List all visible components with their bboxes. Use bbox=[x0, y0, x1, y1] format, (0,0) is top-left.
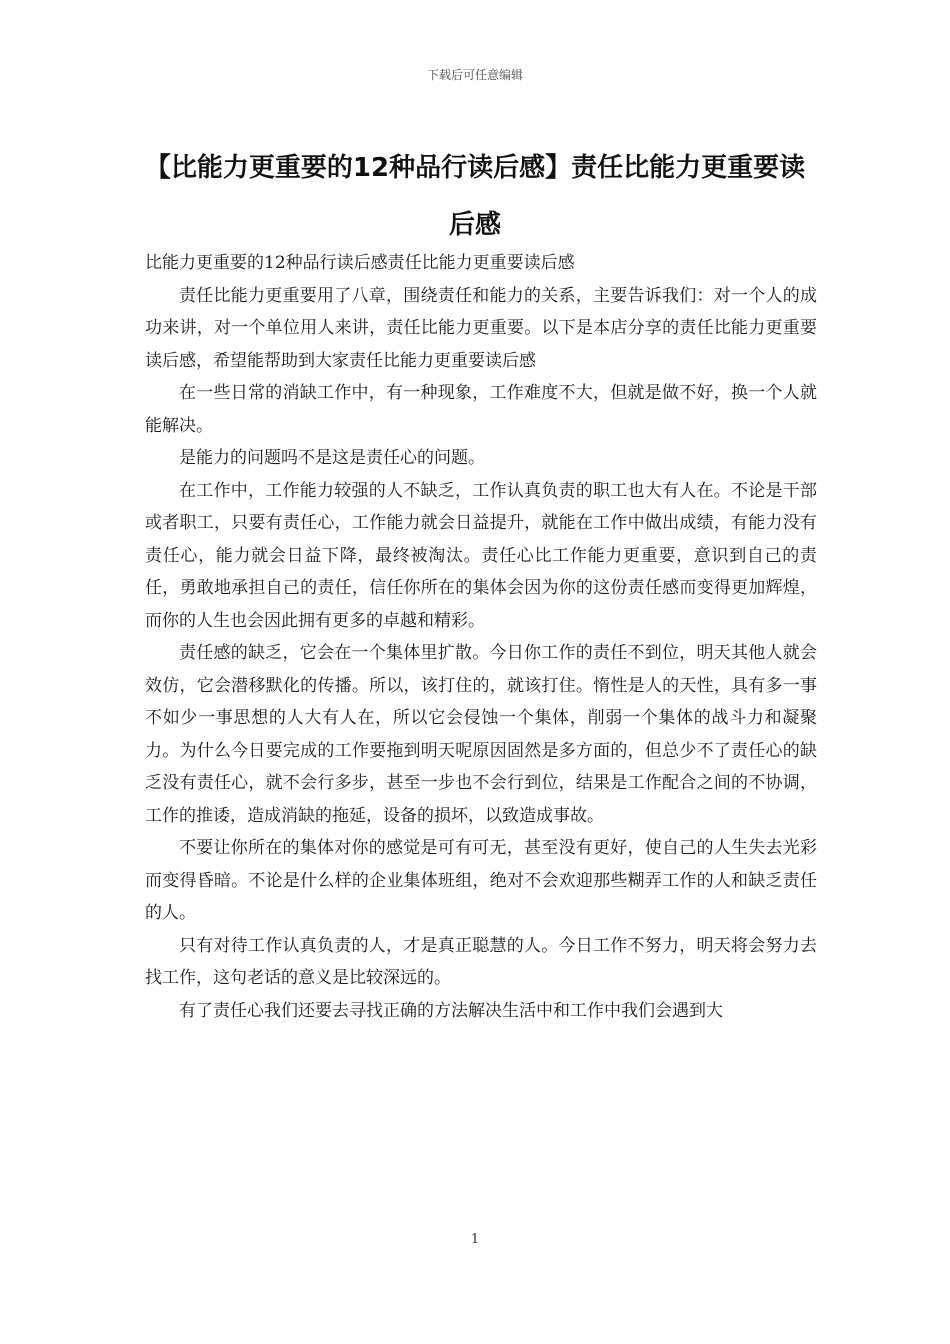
body-paragraph: 有了责任心我们还要去寻找正确的方法解决生活中和工作中我们会遇到大 bbox=[179, 1000, 723, 1021]
body-paragraph: 责任感的缺乏，它会在一个集体里扩散。今日你工作的责任不到位，明天其他人就会效仿，它会潜移默化的传播。所以，该打住的，就该打住。惰性是人的天性，具有多一事不如少一事思想的人大有人在，所以它会侵蚀一个集体，削弱一个集体的战斗力和凝聚力。为什么今日要完成的工作要拖到明天呢原因固然是多方面的，但总少不了责任心的缺乏没有责任心，就不会行多步，甚至一步也不会行到位，结果是工作配合之间的不协调，工作的推诿，造成消缺的拖延，设备的损坏，以致造成事故。 bbox=[145, 643, 817, 826]
body-paragraph: 责任比能力更重要用了八章，围绕责任和能力的关系，主要告诉我们：对一个人的成功来讲，对一个单位用人来讲，责任比能力更重要。以下是本店分享的责任比能力更重要读后感，希望能帮助到大家责任比能力更重要读后感 bbox=[145, 285, 817, 371]
body-paragraph: 只有对待工作认真负责的人，才是真正聪慧的人。今日工作不努力，明天将会努力去找工作，这句老话的意义是比较深远的。 bbox=[145, 935, 817, 988]
page-header: 下载后可任意编辑 bbox=[426, 68, 523, 82]
body-paragraph: 是能力的问题吗不是这是责任心的问题。 bbox=[179, 448, 485, 468]
body-paragraph: 在一些日常的消缺工作中，有一种现象，工作难度不大，但就是做不好，换一个人就能解决。 bbox=[145, 383, 817, 436]
page-number: 1 bbox=[470, 1232, 480, 1247]
body-paragraph: 在工作中，工作能力较强的人不缺乏，工作认真负责的职工也大有人在。不论是干部或者职工，只要有责任心，工作能力就会日益提升，就能在工作中做出成绩，有能力没有责任心，能力就会日益下降，最终被淘汰。责任心比工作能力更重要，意识到自己的责任，勇敢地承担自己的责任，信任你所在的集体会因为你的这份责任感而变得更加辉煌，而你的人生也会因此拥有更多的卓越和精彩。 bbox=[145, 480, 817, 631]
lead-paragraph: 比能力更重要的12种品行读后感责任比能力更重要读后感 bbox=[145, 253, 575, 273]
body-paragraph: 不要让你所在的集体对你的感觉是可有可无，甚至没有更好，使自己的人生失去光彩而变得昏暗。不论是什么样的企业集体班组，绝对不会欢迎那些糊弄工作的人和缺乏责任的人。 bbox=[145, 838, 817, 923]
document-title: 【比能力更重要的12种品行读后感】责任比能力更重要读后感 bbox=[144, 153, 806, 240]
document-body bbox=[145, 247, 817, 1027]
